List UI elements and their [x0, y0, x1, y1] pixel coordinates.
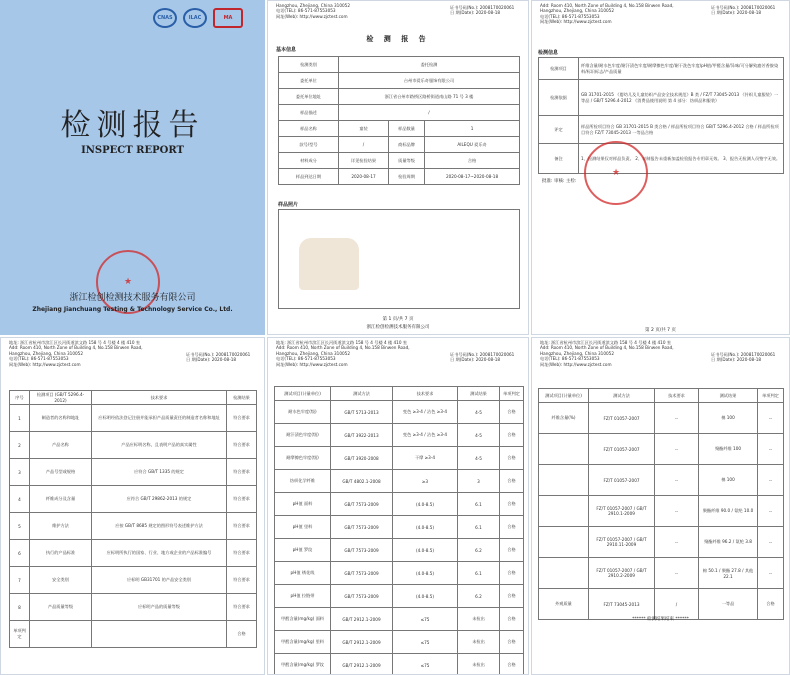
table-cell: -- [655, 434, 699, 465]
photo-label: 样品照片 [278, 202, 299, 208]
table-cell: 应标明产品的质量等级 [92, 594, 227, 621]
table-cell: GB/T 5713-2013 [331, 401, 393, 424]
table-row [275, 447, 524, 470]
table-cell: 合格 [500, 516, 524, 539]
table-cell: (4.0-8.5) [393, 562, 458, 585]
table-row [539, 465, 784, 496]
company-name-cn: 浙江检创检测技术服务有限公司 [69, 293, 196, 303]
table-cell: 执行的产品标准 [30, 540, 92, 567]
table-cell: 8 [10, 594, 30, 621]
table-cell: 符合要求 [227, 567, 257, 594]
table-cell: 产品号型或规格 [30, 459, 92, 486]
table-cell [539, 558, 589, 589]
table-row [10, 432, 257, 459]
table-cell: pH值 拉链带 [275, 585, 331, 608]
table-cell: -- [758, 527, 784, 558]
table-cell: 应标明经依法登记注册并能承担产品质量责任的制造者名称和地址 [92, 405, 227, 432]
section-label: 基本信息 [276, 47, 297, 53]
table-cell: 外观质量 [539, 589, 589, 620]
table-cell: 甲醛含量(mg/kg) 罗纹 [275, 654, 331, 675]
table-row [275, 654, 524, 675]
table-cell: 符合要求 [227, 513, 257, 540]
page-number: 第 2 页/共 7 页 [645, 328, 676, 333]
table-cell: 变色 ≥3-4 / 沾色 ≥3-4 [393, 424, 458, 447]
table-row [10, 486, 257, 513]
table-cell: -- [758, 558, 784, 589]
table-cell: GB/T 3920-2008 [331, 447, 393, 470]
page-header: Add: Room 410, North Zone of Building 4, No.158 Binwen Road, Hangzhou, Zhejiang, China 310052 电话(TEL): 86-571-87553053 网址(Web): http://www.zjctest.com 证书号码(No.): 2008170020061 日 期(Date): 2020-08-18 [540, 3, 776, 25]
table-cell: 耐汗渍色牢度(级) [275, 424, 331, 447]
table-row [275, 470, 524, 493]
table-cell: 6 [10, 540, 30, 567]
table-cell: (4.0-8.5) [393, 539, 458, 562]
table-cell: ≤75 [393, 608, 458, 631]
table-cell: 纤维成分及含量 [30, 486, 92, 513]
table-cell: 耐摩擦色牢度(级) [275, 447, 331, 470]
table-cell: 棉 50.1 / 聚酯 27.8 / 其他 22.1 [699, 558, 758, 589]
table-cell [539, 434, 589, 465]
table-row [275, 608, 524, 631]
page-header: 地址: 浙江省杭州市滨江区长河街道滨文路 158 号 4 号楼 4 楼 410 室 Add: Room 410, North Zone of Building 4, No.158 Binwen Road, Hangzhou, Zhejiang, China 310052 电话(TEL): 86-571-87553053 网址(Web): http://www.zjctest.com 证书号码(No.): 2008170020061 日 期(Date): 2020-08-18 [276, 340, 515, 367]
report-page-label-check [0, 337, 265, 675]
table-cell [539, 527, 589, 558]
table-row [10, 567, 257, 594]
table-cell: 5 [10, 513, 30, 540]
table-cell: (4.0-8.5) [393, 516, 458, 539]
report-page-results-1 [267, 337, 529, 675]
table-cell [539, 496, 589, 527]
cover-page [0, 0, 265, 335]
table-cell: -- [655, 403, 699, 434]
table-cell: 产品质量等级 [30, 594, 92, 621]
table-row [10, 459, 257, 486]
table-cell: 变色 ≥3-4 / 沾色 ≥3-4 [393, 401, 458, 424]
table-cell: 6.2 [458, 539, 500, 562]
table-cell: FZ/T 01057-2007 [589, 465, 655, 496]
table-cell: 符合要求 [227, 405, 257, 432]
table-cell: -- [655, 465, 699, 496]
table-cell: GB/T 2912.1-2009 [331, 631, 393, 654]
table-cell: 应符合 GB/T 29862-2013 的规定 [92, 486, 227, 513]
table-row [539, 434, 784, 465]
table-cell [92, 621, 227, 648]
report-page-basic-info [267, 0, 529, 335]
table-cell: pH值 绣花线 [275, 562, 331, 585]
table-cell: 4-5 [458, 424, 500, 447]
table-row [539, 558, 784, 589]
table-cell: 合格 [500, 539, 524, 562]
table-cell: 4-5 [458, 447, 500, 470]
table-cell: 应符合 GB/T 1335 的规定 [92, 459, 227, 486]
table-cell: GB/T 7573-2009 [331, 539, 393, 562]
table-cell: GB/T 2912.1-2009 [331, 654, 393, 675]
report-page-results-2 [531, 337, 790, 675]
cover-title: 检测报告 [60, 108, 205, 143]
table-row [539, 589, 784, 620]
basic-info-table: 检测类别 委托检测 委托单位 台州市爱乐奇服饰有限公司 委托单位地址 浙江省台州市路桥区路桥街道南山路 71 号 3 楼 样品描述 / 样品名称 童装 样品数量 1 款号/型号 / 商标品牌 AILEQU 爱乐奇 材料成分 详见检验结果 质量等级 合格 样品到达日期 2020-08-17 检验周期 2020-08-17~2020-08-18 [278, 56, 520, 185]
table-cell: GB/T 7573-2009 [331, 493, 393, 516]
table-cell: 6.1 [458, 516, 500, 539]
table-cell: 维护方法 [30, 513, 92, 540]
table-row [275, 493, 524, 516]
table-cell: 6.1 [458, 562, 500, 585]
results-end-marker: ****** 检测结果结束 ****** [632, 617, 689, 622]
table-cell: / [655, 589, 699, 620]
table-cell: 甲醛含量(mg/kg) 面料 [275, 608, 331, 631]
table-cell: 合格 [500, 585, 524, 608]
sweater-photo-icon [299, 238, 359, 290]
table-row [275, 631, 524, 654]
table-cell: 未检出 [458, 608, 500, 631]
table-row [10, 594, 257, 621]
table-cell: FZ/T 01057-2007 [589, 434, 655, 465]
table-cell: ≥3 [393, 470, 458, 493]
table-cell: 合格 [500, 424, 524, 447]
table-cell: 合格 [500, 631, 524, 654]
table-cell: -- [758, 496, 784, 527]
table-cell: 符合要求 [227, 486, 257, 513]
table-cell: (4.0-8.5) [393, 585, 458, 608]
table-cell: 符合要求 [227, 432, 257, 459]
table-cell: 合格 [227, 621, 257, 648]
table-cell: 干摩 ≥3-4 [393, 447, 458, 470]
table-cell: 合格 [500, 447, 524, 470]
table-row [10, 540, 257, 567]
table-row [10, 405, 257, 432]
table-cell: -- [758, 465, 784, 496]
table-cell: 聚酯纤维 96.2 / 氨纶 3.8 [699, 527, 758, 558]
table-row [275, 539, 524, 562]
table-cell: FZ/T 01057-2007 [589, 403, 655, 434]
cover-subtitle: INSPECT REPORT [81, 145, 184, 156]
table-row [10, 621, 257, 648]
table-cell: 6.1 [458, 493, 500, 516]
table-row [539, 403, 784, 434]
table-cell: GB/T 7573-2009 [331, 562, 393, 585]
table-cell: 棉 100 [699, 465, 758, 496]
company-seal-icon: ★ [96, 250, 160, 314]
table-cell: 符合要求 [227, 594, 257, 621]
table-cell: 聚酯纤维 90.0 / 氨纶 10.0 [699, 496, 758, 527]
inspection-seal-icon: ★ [584, 141, 648, 205]
table-row [275, 516, 524, 539]
section-label: 检测信息 [538, 50, 559, 56]
table-cell: 符合要求 [227, 540, 257, 567]
table-cell: pH值 里料 [275, 516, 331, 539]
report-title: 检 测 报 告 [366, 35, 430, 43]
table-cell: 4 [10, 486, 30, 513]
signatures: 批准: 审核: 主检: [542, 179, 577, 184]
table-cell: FZ/T 01057-2007 / GB/T 2910.1-2009 [589, 496, 655, 527]
page-footer: 浙江检创检测技术服务有限公司 [366, 325, 430, 330]
sample-photo-box [278, 209, 520, 309]
page-number: 第 1 页/共 7 页 [382, 317, 414, 322]
table-cell: 安全类别 [30, 567, 92, 594]
results-table-2: 测试项目(计量单位) 测试方法 技术要求 测试结果 单项判定 纤维含量(%) FZ/T 01057-2007 -- 棉 100 -- FZ/T 01057-2007 -- 聚酯纤维 100 -- FZ/T 01057-2007 -- 棉 100 -- FZ/T 01057-2007 / GB/T 2910.1-2009 -- 聚酯纤维 90.0 / 氨纶 10.0 -- FZ/T 01057-2007 / GB/T 2910.11-2009 -- 聚酯纤维 96.2 / 氨纶 3.8 -- FZ/T 01057-2007 / GB/T 2910.2-2009 -- 棉 50.1 / 聚酯 27.8 / 其他 22.1 -- 外观质量 FZ/T 73045-2013 / 一等品 合格 [538, 388, 784, 620]
table-cell: -- [758, 403, 784, 434]
table-cell: 2 [10, 432, 30, 459]
table-cell: 6.2 [458, 585, 500, 608]
page-header: 地址: 浙江省杭州市滨江区长河街道滨文路 158 号 4 号楼 4 楼 410 室 Add: Room 410, North Zone of Building 4, No.158 Binwen Road, Hangzhou, Zhejiang, China 310052 电话(TEL): 86-571-87553053 网址(Web): http://www.zjctest.com 证书号码(No.): 2008170020061 日 期(Date): 2020-08-18 [540, 340, 776, 367]
table-cell: (4.0-8.5) [393, 493, 458, 516]
ilac-logo-icon: ILAC [183, 8, 207, 28]
table-cell: FZ/T 01057-2007 / GB/T 2910.11-2009 [589, 527, 655, 558]
results-table-1: 测试项目(计量单位) 测试方法 技术要求 测试结果 单项判定 耐水色牢度(级) GB/T 5713-2013 变色 ≥3-4 / 沾色 ≥3-4 4-5 合格 耐汗渍色牢度(级) GB/T 3922-2013 变色 ≥3-4 / 沾色 ≥3-4 4-5 合格 耐摩擦色牢度(级) GB/T 3920-2008 干摩 ≥3-4 4-5 合格 纺织化学纤维 GB/T 4802.1-2008 ≥3 3 合格 pH值 面料 GB/T 7573-2009 (4.0-8.5) 6.1 合格 pH值 里料 GB/T 7573-2009 (4.0-8.5) 6.1 合格 pH值 罗纹 GB/T 7573-2009 (4.0-8.5) 6.2 合格 pH值 绣花线 GB/T 7573-2009 (4.0-8.5) 6.1 合格 pH值 拉链带 GB/T 7573-2009 (4.0-8.5) 6.2 合格 甲醛含量(mg/kg) 面料 GB/T 2912.1-2009 ≤75 未检出 合格 甲醛含量(mg/kg) 里料 GB/T 2912.1-2009 ≤75 未检出 合格 甲醛含量(mg/kg) 罗纹 GB/T 2912.1-2009 ≤75 未检出 合格 [274, 386, 524, 675]
table-cell: 合格 [500, 401, 524, 424]
table-cell: 未检出 [458, 631, 500, 654]
table-cell: GB/T 7573-2009 [331, 516, 393, 539]
table-row [539, 496, 784, 527]
table-cell: 棉 100 [699, 403, 758, 434]
table-cell: 合格 [500, 654, 524, 675]
table-cell: 产品应标明名称，且表明产品的真实属性 [92, 432, 227, 459]
table-cell: pH值 罗纹 [275, 539, 331, 562]
table-cell: 应标明 GB31701 的产品安全类别 [92, 567, 227, 594]
table-cell: GB/T 7573-2009 [331, 585, 393, 608]
table-cell: 7 [10, 567, 30, 594]
table-cell: 符合要求 [227, 459, 257, 486]
table-cell: 4-5 [458, 401, 500, 424]
table-cell: 3 [10, 459, 30, 486]
table-cell: 合格 [758, 589, 784, 620]
table-cell: -- [758, 434, 784, 465]
label-check-table: 序号 检测项目 (GB/T 5296.4-2012) 技术要求 检测结果 1 制造者的名称和地址 应标明经依法登记注册并能承担产品质量责任的制造者名称和地址 符合要求 2 产品名称 产品应标明名称，且表明产品的真实属性 符合要求 3 产品号型或规格 应符合 GB/T 1335 的规定 符合要求 4 纤维成分及含量 应符合 GB/T 29862-2013 的规定 符合要求 5 维护方法 应按 GB/T 8685 规定的图形符号表述维护方法 符合要求 6 执行的产品标准 应标明所执行的国家、行业、地方或企业的产品标准编号 符合要求 7 安全类别 应标明 GB31701 的产品安全类别 符合要求 8 产品质量等级 应标明产品的质量等级 符合要求 单项判定 合格 [9, 390, 257, 648]
table-cell: 制造者的名称和地址 [30, 405, 92, 432]
table-cell: 聚酯纤维 100 [699, 434, 758, 465]
table-cell: ≤75 [393, 631, 458, 654]
company-name-en: Zhejiang Jianchuang Testing & Technology Service Co., Ltd. [32, 306, 233, 313]
table-cell: 合格 [500, 470, 524, 493]
table-row [275, 401, 524, 424]
table-row [275, 562, 524, 585]
table-cell: 单项判定 [10, 621, 30, 648]
table-cell: FZ/T 73045-2013 [589, 589, 655, 620]
table-cell: 应按 GB/T 8685 规定的图形符号表述维护方法 [92, 513, 227, 540]
table-cell: -- [655, 527, 699, 558]
table-cell: 产品名称 [30, 432, 92, 459]
certification-logos [153, 8, 243, 28]
cma-logo-icon: MA [213, 8, 243, 28]
table-cell: ≤75 [393, 654, 458, 675]
table-cell: 合格 [500, 608, 524, 631]
table-row [275, 585, 524, 608]
table-cell: FZ/T 01057-2007 / GB/T 2910.2-2009 [589, 558, 655, 589]
table-cell: 甲醛含量(mg/kg) 里料 [275, 631, 331, 654]
table-cell: 纤维含量(%) [539, 403, 589, 434]
table-cell: 未检出 [458, 654, 500, 675]
table-cell: 合格 [500, 562, 524, 585]
cnas-logo-icon: CNAS [153, 8, 177, 28]
table-cell: 纺织化学纤维 [275, 470, 331, 493]
table-cell: 合格 [500, 493, 524, 516]
table-cell: 1 [10, 405, 30, 432]
table-cell: GB/T 4802.1-2008 [331, 470, 393, 493]
table-cell: 应标明所执行的国家、行业、地方或企业的产品标准编号 [92, 540, 227, 567]
table-row [275, 424, 524, 447]
table-cell: 3 [458, 470, 500, 493]
table-cell: -- [655, 496, 699, 527]
table-cell: pH值 面料 [275, 493, 331, 516]
table-cell: GB/T 2912.1-2009 [331, 608, 393, 631]
table-cell [539, 465, 589, 496]
table-cell [30, 621, 92, 648]
table-cell: 一等品 [699, 589, 758, 620]
table-cell: 耐水色牢度(级) [275, 401, 331, 424]
page-header: 地址: 浙江省杭州市滨江区长河街道滨文路 158 号 4 号楼 4 楼 410 室 Add: Room 410, North Zone of Building 4, No.158 Binwen Road, Hangzhou, Zhejiang, China 310052 电话(TEL): 86-571-87553053 网址(Web): http://www.zjctest.com 证书号码(No.): 2008170020061 日 期(Date): 2020-08-18 [9, 340, 251, 367]
table-row [539, 527, 784, 558]
report-page-test-info [531, 0, 790, 335]
table-row [10, 513, 257, 540]
table-cell: GB/T 3922-2013 [331, 424, 393, 447]
test-info-table: 检测项目 纤维含量/耐水色牢度/耐汗渍色牢度/耐摩擦色牢度/耐干洗色牢度/pH值/甲醛含量/异味/可分解致癌芳香胺染料/标识标志/产品质量 检测依据 GB 31701-2015 《婴幼儿及儿童纺织产品安全技术规范》B 类 / FZ/T 73045-2013 《针织儿童服装》一等品 / GB/T 5296.4-2012 《消费品使用说明 第 4 部分：纺织品和服装》 评定 样品所检项目符合 GB 31701-2015 B 类合格 / 样品所检项目符合 GB/T 5296.4-2012 合格 / 样品所检项目符合 FZ/T 73045-2013 一等品合格 备注 1、检测结果仅对样品负责。 2、复制报告未重新加盖检验报告专用章无效。 3、报告无检测人员签字无效。 [538, 57, 784, 174]
table-cell: -- [655, 558, 699, 589]
page-header: Hangzhou, Zhejiang, China 310052 电话(TEL): 86-571-87553053 网址(Web): http://www.zjctest.com 证书号码(No.): 2008170020061 日 期(Date): 2020-08-18 [276, 3, 515, 19]
